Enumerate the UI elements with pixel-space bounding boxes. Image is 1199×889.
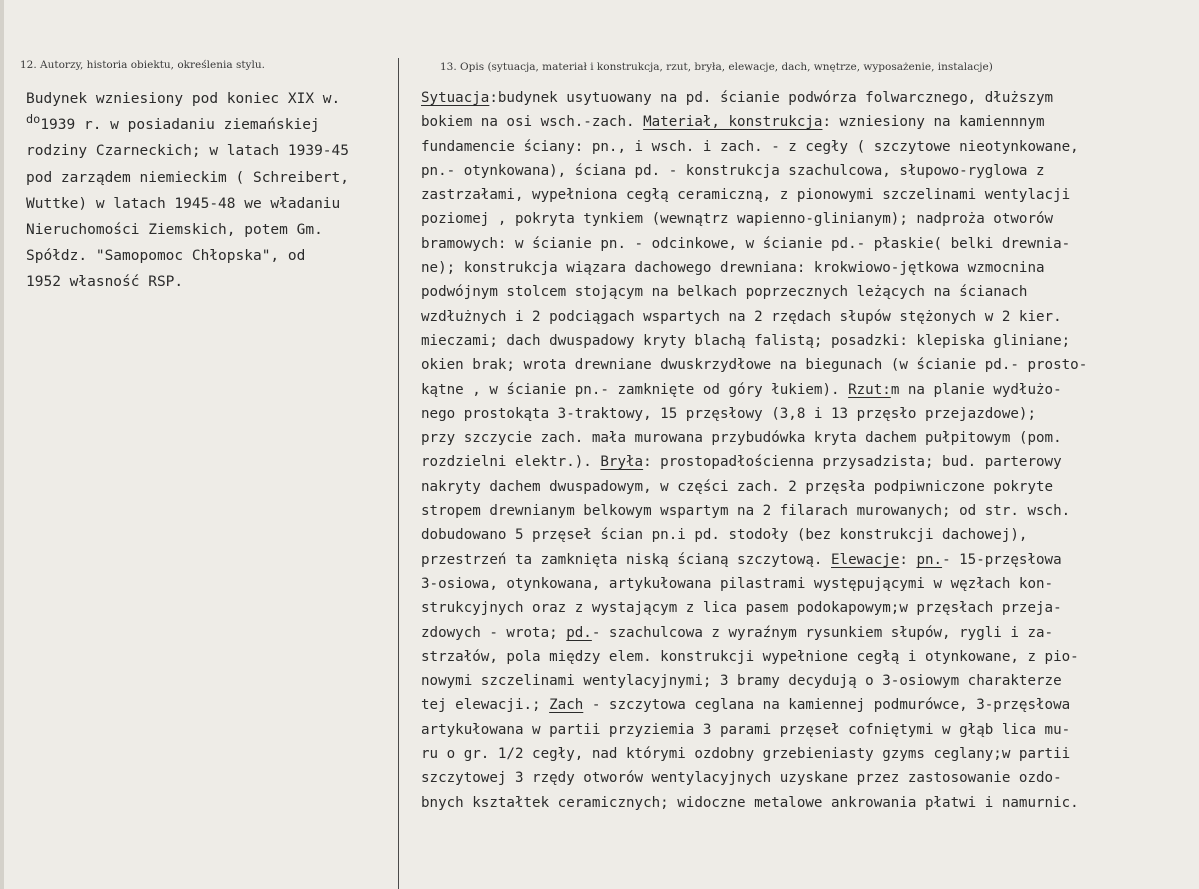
superscript-prefix: do (26, 112, 41, 127)
description-text-segment: okien brak; wrota drewniane dwuskrzydłowe na biegunach (w ścianie pd.- prosto- (421, 357, 1088, 374)
description-line (421, 548, 1087, 572)
description-text-segment: pn.- otynkowana), ściana pd. - konstrukcja szachulcowa, słupowo-ryglowa z (421, 162, 1045, 179)
section-heading: Sytuacja (421, 90, 490, 106)
history-line: pod zarządem niemieckim ( Schreibert, (26, 169, 350, 186)
history-line: 1952 własność RSP. (26, 274, 184, 291)
description-line (421, 305, 1087, 329)
section-heading: Zach (549, 697, 584, 714)
description-text-segment: szczytowej 3 rzędy otworów wentylacyjnych uzyskane przez zastosowanie ozdo- (421, 770, 1062, 787)
description-text-segment: zdowych - wrota; (421, 624, 567, 641)
description-text-segment: poziomej , pokryta tynkiem (wewnątrz wapienno-glinianym); nadproża otworów (421, 211, 1054, 228)
description-text-segment: :budynek usytuowany na pd. ścianie podwórza folwarcznego, dłuższym (489, 90, 1054, 106)
description-text-segment: mieczami; dach dwuspadowy kryty blachą falistą; posadzki: klepiska gliniane; (421, 332, 1071, 349)
description-line (421, 378, 1087, 402)
description-line (421, 596, 1087, 620)
description-line (421, 669, 1087, 693)
history-line: rodziny Czarneckich; w latach 1939-45 (26, 143, 350, 160)
description-text-segment: dobudowano 5 przęseł ścian pn.i pd. stodoły (bez konstrukcji dachowej), (421, 527, 1028, 544)
description-text-segment: m na planie wydłużo- (890, 381, 1062, 398)
description-text-segment: bokiem na osi wsch.-zach. (421, 114, 644, 131)
description-line (421, 232, 1087, 256)
description-text (421, 86, 1087, 815)
description-line (421, 475, 1087, 499)
section-heading: Elewacje (831, 551, 900, 568)
description-line (421, 426, 1087, 450)
description-text-segment: stropem drewnianym belkowym wspartym na 2 filarach murowanych; od str. wsch. (421, 503, 1071, 520)
description-text-segment: bnych kształtek ceramicznych; widoczne metalowe ankrowania płatwi i namurnic. (421, 794, 1079, 811)
description-line (421, 353, 1087, 377)
description-text-segment: ru o gr. 1/2 cegły, nad którymi ozdobny grzebieniasty gzyms ceglany;w partii (421, 746, 1071, 763)
description-text-segment: - szczytowa ceglana na kamiennej podmurówce, 3-przęsłowa (583, 697, 1071, 714)
section-heading: pn. (916, 551, 943, 568)
description-text-segment: - 15-przęsłowa (942, 551, 1062, 568)
description-text-segment: nakryty dachem dwuspadowym, w części zach. 2 przęsła podpiwniczone pokryte (421, 478, 1054, 495)
description-text-segment: rozdzielni elektr.). (421, 454, 601, 471)
description-text-segment: przestrzeń ta zamknięta niską ścianą szczytową. (421, 551, 831, 568)
page-edge (0, 0, 4, 889)
description-text-segment: nego prostokąta 3-traktowy, 15 przęsłowy (3,8 i 13 przęsło przejazdowe); (421, 405, 1036, 422)
description-line (421, 645, 1087, 669)
description-line (421, 159, 1087, 183)
description-text-segment: : (899, 551, 917, 568)
history-line: Budynek wzniesiony pod koniec XIX w. (26, 91, 341, 107)
description-line (421, 499, 1087, 523)
description-text-segment: : wzniesiony na kamiennnym (822, 114, 1045, 131)
description-text-segment: nowymi szczelinami wentylacyjnymi; 3 bramy decydują o 3-osiowym charakterze (421, 673, 1062, 690)
history-line: Wuttke) w latach 1945-48 we władaniu (26, 195, 341, 212)
description-text-segment: 3-osiowa, otynkowana, artykułowana pilastrami występującymi w węzłach kon- (421, 575, 1054, 592)
description-text-segment: ne); konstrukcja wiązara dachowego drewniana: krokwiowo-jętkowa wzmocnina (421, 260, 1045, 277)
description-line (421, 402, 1087, 426)
description-line (421, 256, 1087, 280)
description-text-segment: zastrzałami, wypełniona cegłą ceramiczną, z pionowymi szczelinami wentylacji (421, 187, 1071, 204)
description-line (421, 718, 1087, 742)
description-text-segment: strukcyjnych oraz z wystającym z lica pasem podokapowym;w przęsłach przeja- (421, 600, 1062, 617)
description-text-segment: fundamencie ściany: pn., i wsch. i zach. - z cegły ( szczytowe nieotynkowane, (421, 138, 1079, 155)
history-line: Nieruchomości Ziemskich, potem Gm. (26, 222, 323, 239)
description-text-segment: podwójnym stolcem stojącym na belkach poprzecznych leżących na ścianach (421, 284, 1028, 301)
section-heading: Bryła (600, 454, 644, 471)
description-line (421, 766, 1087, 790)
description-text-segment: - szachulcowa z wyraźnym rysunkiem słupów, rygli i za- (591, 624, 1054, 641)
section-heading: Materiał, konstrukcja (643, 114, 823, 131)
history-text (26, 86, 349, 296)
description-line (421, 329, 1087, 353)
description-line (421, 621, 1087, 645)
description-line (421, 86, 1087, 110)
description-line (421, 742, 1087, 766)
description-line (421, 791, 1087, 815)
description-text-segment: wzdłużnych i 2 podciągach wspartych na 2 rzędach słupów stężonych w 2 kier. (421, 308, 1062, 325)
description-text-segment: tej elewacji.; (421, 697, 550, 714)
description-line (421, 207, 1087, 231)
description-text-segment: : prostopadłościenna przysadzista; bud. parterowy (643, 454, 1062, 471)
history-line-text: 1939 r. w posiadaniu ziemańskiej (40, 117, 320, 134)
description-line (421, 693, 1087, 717)
section-heading: pd. (566, 624, 592, 641)
column-divider (398, 58, 399, 889)
history-line: Spółdz. "Samopomoc Chłopska", od (26, 248, 306, 265)
description-line (421, 523, 1087, 547)
field-12-header: 12. Autorzy, historia obiektu, określenia stylu. (20, 59, 265, 71)
section-heading: Rzut: (848, 381, 891, 398)
description-line (421, 135, 1087, 159)
history-line (26, 112, 349, 138)
description-line (421, 572, 1087, 596)
description-text-segment: strzałów, pola między elem. konstrukcji wypełnione cegłą i otynkowane, z pio- (421, 648, 1079, 665)
description-text-segment: kątne , w ścianie pn.- zamknięte od góry łukiem). (421, 381, 849, 398)
description-text-segment: artykułowana w partii przyziemia 3 parami przęseł cofniętymi w głąb lica mu- (421, 721, 1071, 738)
description-line (421, 110, 1087, 134)
description-line (421, 450, 1087, 474)
description-line (421, 183, 1087, 207)
description-text-segment: przy szczycie zach. mała murowana przybudówka kryta dachem pułpitowym (pom. (421, 430, 1062, 447)
description-line (421, 280, 1087, 304)
description-text-segment: bramowych: w ścianie pn. - odcinkowe, w ścianie pd.- płaskie( belki drewnia- (421, 235, 1071, 252)
field-13-header: 13. Opis (sytuacja, materiał i konstrukcja, rzut, bryła, elewacje, dach, wnętrze, wyposażenie, instalacje) (440, 61, 993, 73)
